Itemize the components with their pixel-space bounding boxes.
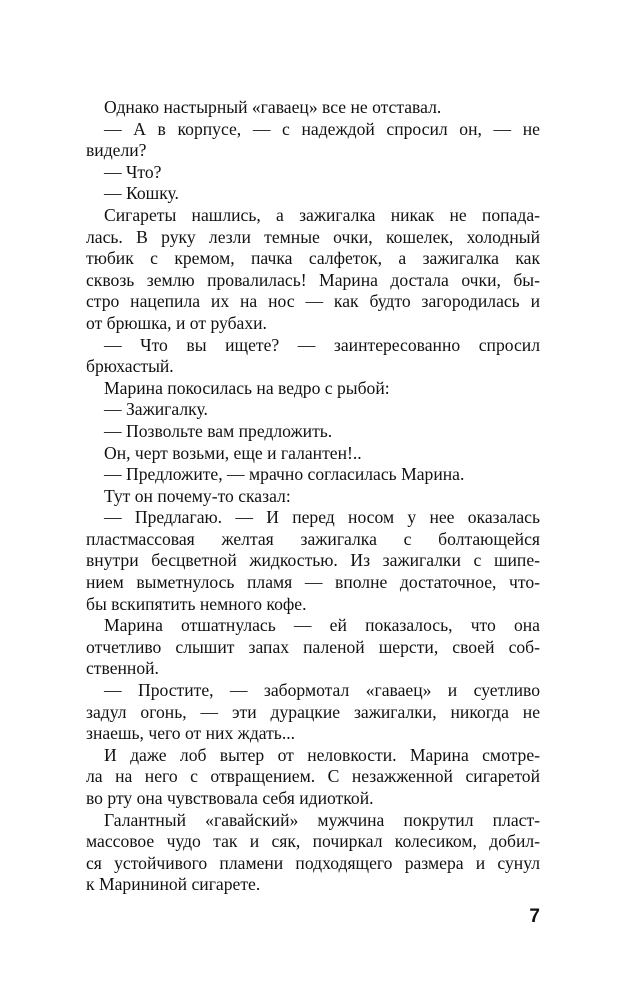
paragraph	[86, 810, 540, 896]
page-number: 7	[529, 906, 540, 927]
paragraph	[86, 162, 540, 184]
text-line: Марина покосилась на ведро с рыбой:	[104, 377, 390, 398]
paragraph	[86, 399, 540, 421]
text-line: нием выметнулось пламя — вполне достаточное, что-	[86, 572, 540, 593]
paragraph	[86, 335, 540, 378]
text-line: ла на него с отвращением. С незажженной сигаретой	[86, 766, 540, 787]
text-line: И даже лоб вытер от неловкости. Марина смотре-	[104, 744, 540, 765]
text-line: к Марининой сигарете.	[86, 874, 261, 895]
text-line: — Предложите, — мрачно согласилась Марина.	[104, 464, 465, 485]
text-line: лась. В руку лезли темные очки, кошелек, холодный	[86, 226, 540, 247]
text-line: брюхастый.	[86, 356, 174, 377]
text-line: — Кошку.	[104, 183, 179, 204]
paragraph	[86, 745, 540, 810]
text-line: сквозь землю провалилась! Марина достала очки, бы-	[86, 269, 540, 290]
text-line: бы вскипятить немного кофе.	[86, 593, 307, 614]
text-line: — Зажигалку.	[104, 399, 208, 420]
text-line: Тут он почему-то сказал:	[104, 485, 291, 506]
text-line: — Что вы ищете? — заинтересованно спросил	[104, 334, 540, 355]
text-line: — Предлагаю. — И перед носом у нее оказалась	[104, 507, 540, 528]
paragraph	[86, 507, 540, 615]
text-line: — Что?	[104, 161, 162, 182]
paragraph	[86, 97, 540, 119]
text-line: внутри бесцветной жидкостью. Из зажигалки с шипе-	[86, 550, 540, 571]
paragraph	[86, 680, 540, 745]
text-line: тюбик с кремом, пачка салфеток, а зажигалка как	[86, 248, 540, 269]
text-line: задул огонь, — эти дурацкие зажигалки, никогда не	[86, 701, 540, 722]
text-line: стро нацепила их на нос — как будто загородилась и	[86, 291, 540, 312]
paragraph	[86, 421, 540, 443]
text-line: Сигареты нашлись, а зажигалка никак не попада-	[104, 204, 540, 225]
text-line: — Позвольте вам предложить.	[104, 420, 333, 441]
text-line: видели?	[86, 140, 147, 161]
text-line: ся устойчивого пламени подходящего размера и сунул	[86, 852, 540, 873]
paragraph	[86, 183, 540, 205]
text-line: Галантный «гавайский» мужчина покрутил пласт-	[104, 809, 540, 830]
text-line: Однако настырный «гаваец» все не отставал.	[104, 97, 442, 117]
paragraph	[86, 615, 540, 680]
text-line: — Простите, — забормотал «гаваец» и суетливо	[104, 680, 540, 701]
paragraph	[86, 464, 540, 486]
text-line: отчетливо слышит запах паленой шерсти, своей соб-	[86, 636, 540, 657]
text-line: Марина отшатнулась — ей показалось, что она	[104, 615, 540, 636]
text-line: от брюшка, и от рубахи.	[86, 312, 267, 333]
paragraph	[86, 378, 540, 400]
text-line: — А в корпусе, — с надеждой спросил он, — не	[104, 118, 540, 139]
paragraph	[86, 486, 540, 508]
text-line: пластмассовая желтая зажигалка с болтающейся	[86, 528, 540, 549]
body-text	[86, 97, 540, 896]
text-line: во рту она чувствовала себя идиоткой.	[86, 788, 374, 808]
text-line: массовое чудо так и сяк, почиркал колесиком, добил-	[86, 831, 540, 852]
text-line: знаешь, чего от них ждать...	[86, 723, 296, 744]
text-line: ственной.	[86, 658, 159, 679]
paragraph	[86, 119, 540, 162]
text-line: Он, черт возьми, еще и галантен!..	[104, 442, 362, 463]
paragraph	[86, 205, 540, 335]
paragraph	[86, 443, 540, 465]
